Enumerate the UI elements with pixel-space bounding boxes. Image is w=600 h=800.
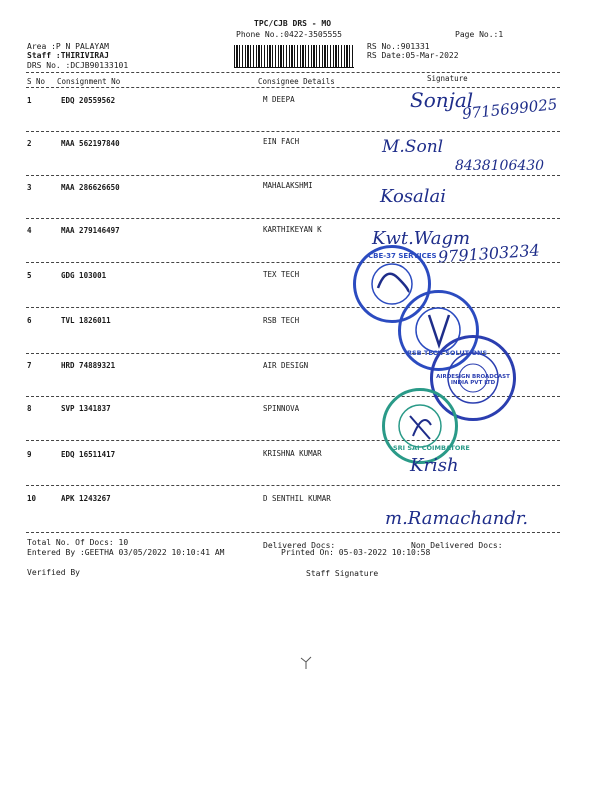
signature-1: Sonjal xyxy=(410,88,474,112)
row-sno: 5 xyxy=(27,271,32,280)
row-consignee: D SENTHIL KUMAR xyxy=(263,494,331,503)
row-consignee: AIR DESIGN xyxy=(263,361,309,370)
total-docs: Total No. Of Docs: 10 xyxy=(27,538,129,547)
signature-3: Kosalai xyxy=(380,186,447,207)
divider xyxy=(26,485,560,486)
staff-label: Staff :THIRIVIRAJ xyxy=(27,51,109,60)
page-number: Page No.:1 xyxy=(455,30,504,39)
signature-10: m.Ramachandr. xyxy=(385,508,529,529)
row-sno: 9 xyxy=(27,450,32,459)
staff-signature: Staff Signature xyxy=(306,569,379,578)
divider xyxy=(26,87,560,88)
stamp-text: CBE-37 SERVICES xyxy=(368,252,437,260)
divider xyxy=(26,218,560,219)
printed-on: Printed On: 05-03-2022 10:10:58 xyxy=(281,548,431,557)
company-stamp xyxy=(382,388,470,464)
entered-by: Entered By :GEETHA 03/05/2022 10:10:41 AM xyxy=(27,548,225,557)
row-consignee: MAHALAKSHMI xyxy=(263,181,313,190)
verified-by: Verified By xyxy=(27,568,80,577)
stray-mark xyxy=(300,656,312,670)
row-consignment: GDG 103001 xyxy=(61,271,107,280)
non-delivered-docs: Non Delivered Docs: xyxy=(411,541,503,550)
row-sno: 1 xyxy=(27,96,32,105)
row-consignment: EDQ 20559562 xyxy=(61,96,116,105)
row-sno: 7 xyxy=(27,361,32,370)
row-sno: 10 xyxy=(27,494,37,503)
col-sno: S No xyxy=(27,77,46,86)
phone-handwritten-1: 9715699025 xyxy=(461,95,559,123)
row-consignment: MAA 279146497 xyxy=(61,226,120,235)
row-consignee: KRISHNA KUMAR xyxy=(263,449,322,458)
phone-number: Phone No.:0422-3505555 xyxy=(236,30,342,39)
col-signature: Signature xyxy=(427,74,468,83)
row-consignee: RSB TECH xyxy=(263,316,300,325)
row-sno: 2 xyxy=(27,139,32,148)
row-consignment: APK 1243267 xyxy=(61,494,111,503)
document-title: TPC/CJB DRS - MO xyxy=(254,19,332,28)
row-consignment: HRD 74889321 xyxy=(61,361,116,370)
row-consignee: SPINNOVA xyxy=(263,404,300,413)
row-consignment: SVP 1341837 xyxy=(61,404,111,413)
delivered-docs: Delivered Docs: xyxy=(263,541,336,550)
row-consignee: TEX TECH xyxy=(263,270,300,279)
drs-number: DRS No. :DCJB90133101 xyxy=(27,61,129,70)
row-sno: 8 xyxy=(27,404,32,413)
divider xyxy=(26,131,560,132)
col-consignment: Consignment No xyxy=(57,77,121,86)
divider xyxy=(26,532,560,533)
stamp-text: AIRDESIGN BROADCAST INDIA PVT LTD xyxy=(436,374,510,386)
divider xyxy=(26,440,560,441)
col-consignee: Consignee Details xyxy=(258,77,335,86)
rs-date: RS Date:05-Mar-2022 xyxy=(367,51,459,60)
row-sno: 3 xyxy=(27,183,32,192)
divider xyxy=(26,72,560,73)
row-consignee: KARTHIKEYAN K xyxy=(263,225,322,234)
row-sno: 4 xyxy=(27,226,32,235)
row-consignment: TVL 1826011 xyxy=(61,316,111,325)
barcode xyxy=(234,45,354,68)
stamp-text: SRI SAI COIMBATORE xyxy=(393,444,470,452)
signature-2: M.Sonl xyxy=(382,137,444,157)
row-consignee: M DEEPA xyxy=(263,95,295,104)
row-consignment: EDQ 16511417 xyxy=(61,450,116,459)
phone-handwritten-4: 9791303234 xyxy=(437,240,541,267)
rs-number: RS No.:901331 xyxy=(367,42,430,51)
signature-4: Kwt.Wagm xyxy=(372,228,471,249)
row-sno: 6 xyxy=(27,316,32,325)
row-consignment: MAA 286626650 xyxy=(61,183,120,192)
row-consignment: MAA 562197840 xyxy=(61,139,120,148)
signature-9: Krish xyxy=(410,455,459,476)
row-consignee: EIN FACH xyxy=(263,137,300,146)
area-label: Area :P N PALAYAM xyxy=(27,42,109,51)
divider xyxy=(26,307,560,308)
stamp-text: RSB TECH SOLUTIONS xyxy=(407,349,488,357)
divider xyxy=(26,175,560,176)
phone-handwritten-2: 8438106430 xyxy=(455,158,545,174)
